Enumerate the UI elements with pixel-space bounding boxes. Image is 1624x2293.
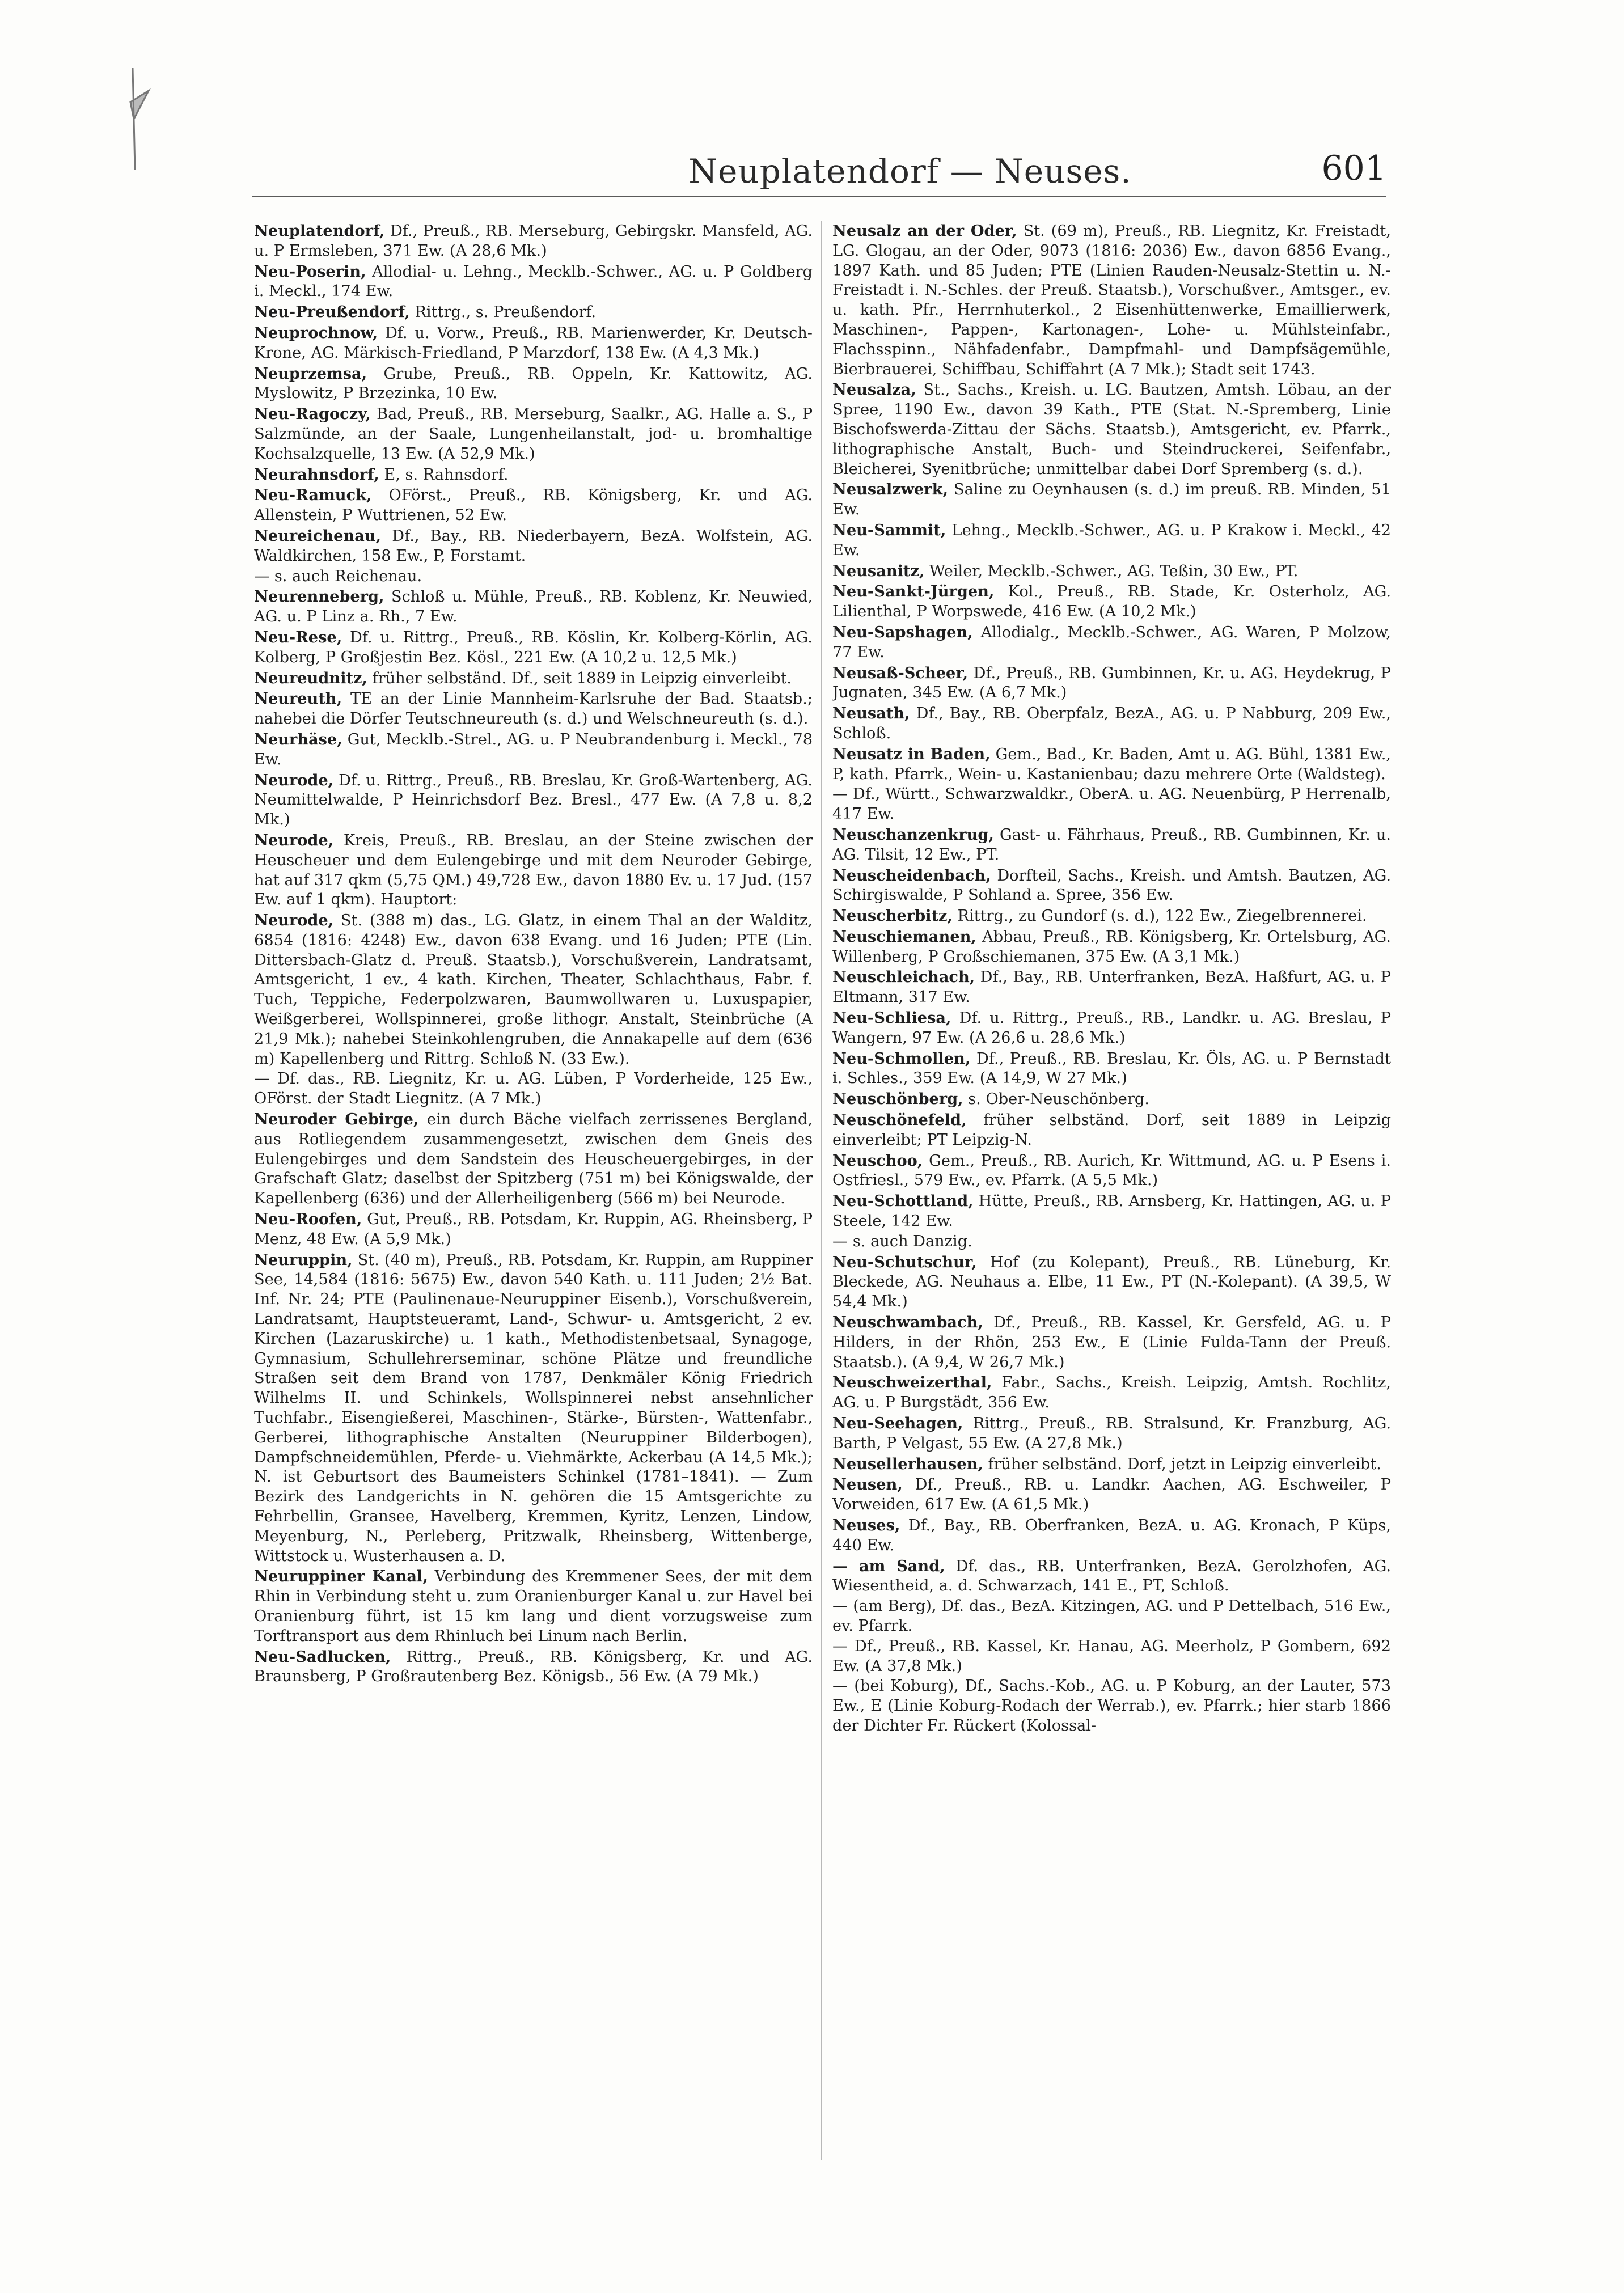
entry-headword: Neuschwambach,	[832, 1313, 983, 1332]
dictionary-entry	[832, 704, 1391, 744]
dictionary-entry	[254, 587, 813, 627]
entry-text: Gut, Mecklb.-Strel., AG. u. P Neubrandenburg i. Meckl., 78 Ew.	[254, 730, 813, 768]
dictionary-entry	[832, 380, 1391, 479]
dictionary-entry	[254, 628, 813, 668]
dictionary-entry	[254, 1209, 813, 1250]
dictionary-entry	[832, 1049, 1391, 1089]
entry-text: — (am Berg), Df. das., BezA. Kitzingen, AG. und P Dettelbach, 516 Ew., ev. Pfarrk.	[832, 1597, 1391, 1635]
entry-headword: Neusatz in Baden,	[832, 744, 991, 763]
entry-headword: Neurode,	[254, 771, 334, 789]
entry-text: — (bei Koburg), Df., Sachs.-Kob., AG. u. P Koburg, an der Lauter, 573 Ew., E (Linie Koburg-Rodach der Werrab.), ev. Pfarrk.; hier starb 1866 der Dichter Fr. Rückert (Kolossal-	[832, 1677, 1391, 1734]
entry-headword: Neu-Sankt-Jürgen,	[832, 582, 995, 601]
dictionary-entry	[832, 744, 1391, 785]
entry-headword: Neusellerhausen,	[832, 1454, 983, 1473]
entry-text: Fabr., Sachs., Kreish. Leipzig, Amtsh. Rochlitz, AG. u. P Burgstädt, 356 Ew.	[832, 1374, 1391, 1412]
dictionary-entry	[254, 1110, 813, 1209]
dictionary-entry	[832, 1191, 1391, 1232]
entry-headword: Neu-Sapshagen,	[832, 623, 973, 641]
dictionary-entry	[254, 302, 813, 323]
entry-headword: Neurode,	[254, 911, 334, 930]
entry-headword: Neuses,	[832, 1516, 900, 1534]
dictionary-entry	[832, 521, 1391, 561]
dictionary-entry	[832, 1008, 1391, 1048]
entry-text: Gem., Preuß., RB. Aurich, Kr. Wittmund, AG. u. P Esens i. Ostfriesl., 579 Ew., ev. Pfarrk. (A 5,5 Mk.)	[832, 1152, 1391, 1190]
entry-headword: Neuruppin,	[254, 1250, 353, 1269]
entry-headword: Neuprochnow,	[254, 323, 378, 342]
dictionary-entry	[832, 480, 1391, 520]
entry-headword: Neu-Sadlucken,	[254, 1647, 391, 1666]
entry-text: Grube, Preuß., RB. Oppeln, Kr. Kattowitz, AG. Myslowitz, P Brzezinka, 10 Ew.	[254, 365, 813, 403]
dictionary-entry	[254, 1647, 813, 1687]
dictionary-entry	[254, 465, 813, 485]
entry-headword: Neu-Ragoczy,	[254, 405, 371, 424]
entry-text: Gut, Preuß., RB. Potsdam, Kr. Ruppin, AG. Rheinsberg, P Menz, 48 Ew. (A 5,9 Mk.)	[254, 1211, 813, 1248]
dictionary-entry	[832, 1516, 1391, 1556]
entry-headword: Neu-Seehagen,	[832, 1414, 963, 1433]
entry-headword: Neuruppiner Kanal,	[254, 1567, 428, 1586]
entry-headword: Neurhäse,	[254, 730, 342, 748]
dictionary-entry	[832, 1677, 1391, 1736]
entry-headword: Neuschiemanen,	[832, 927, 976, 946]
dictionary-entry	[832, 967, 1391, 1008]
dictionary-entry	[832, 1597, 1391, 1636]
entry-text: St. (40 m), Preuß., RB. Potsdam, Kr. Ruppin, am Ruppiner See, 14,584 (1816: 5675) Ew., davon 540 Kath. u. 111 Juden; 2½ Bat. Inf. Nr. 24; PTE (Paulinenaue-Neuruppiner Eisenb.), Vorschußverein, Landratsamt, Hauptsteueramt, Land-, Schwur- u. Amtsgericht, 2 ev. Kirchen (Lazaruskirche) u. 1 kath., Methodistenbetsaal, Synagoge, Gymnasium, Schullehrerseminar, schöne Plätze und freundliche Straßen seit dem Brand von 1787, Denkmäler König Friedrich Wilhelms II. und Schinkels, Wollspinnerei nebst ansehnlicher Tuchfabr., Eisengießerei, Maschinen-, Stärke-, Bürsten-, Wattenfabr., Gerberei, lithographische Anstalten (Neuruppiner Bilderbogen), Dampfschneidemühlen, Pferde- u. Viehmärkte, Ackerbau (A 14,5 Mk.); N. ist Geburtsort des Baumeisters Schinkel (1781–1841). — Zum Bezirk des Landgerichts in N. gehören die 15 Amtsgerichte zu Fehrbellin, Gransee, Havelberg, Kremmen, Kyritz, Lenzen, Lindow, Meyenburg, N., Perleberg, Pritzwalk, Rheinsberg, Wittenberge, Wittstock u. Wusterhausen a. D.	[254, 1251, 813, 1565]
entry-headword: Neusen,	[832, 1475, 903, 1494]
dictionary-entry	[832, 1151, 1391, 1191]
entry-text: — Df., Preuß., RB. Kassel, Kr. Hanau, AG. Meerholz, P Gombern, 692 Ew. (A 37,8 Mk.)	[832, 1637, 1391, 1675]
dictionary-entry	[254, 771, 813, 830]
entry-headword: Neusaß-Scheer,	[832, 663, 969, 682]
entry-text: Hütte, Preuß., RB. Arnsberg, Kr. Hattingen, AG. u. P Steele, 142 Ew.	[832, 1192, 1391, 1230]
running-header: Neuplatendorf — Neuses.	[688, 152, 1132, 191]
entry-headword: Neusalz an der Oder,	[832, 222, 1017, 240]
dictionary-entry	[832, 1414, 1391, 1454]
entry-text: — Df. das., RB. Liegnitz, Kr. u. AG. Lüben, P Vorderheide, 125 Ew., OFörst. der Stadt Liegnitz. (A 7 Mk.)	[254, 1070, 813, 1108]
dictionary-entry	[254, 567, 813, 587]
entry-headword: Neu-Schliesa,	[832, 1009, 951, 1027]
entry-text: früher selbständ. Dorf, seit 1889 in Leipzig einverleibt; PT Leipzig-N.	[832, 1111, 1391, 1149]
dictionary-entry	[832, 561, 1391, 582]
entry-headword: Neusanitz,	[832, 561, 925, 580]
dictionary-entry	[254, 485, 813, 526]
entry-text: Allodial- u. Lehng., Mecklb.-Schwer., AG. u. P Goldberg i. Meckl., 174 Ew.	[254, 263, 813, 301]
entry-text: s. Ober-Neuschönberg.	[963, 1090, 1149, 1109]
entry-headword: Neuschanzenkrug,	[832, 825, 994, 844]
dictionary-entry	[832, 1110, 1391, 1150]
entry-text: Saline zu Oeynhausen (s. d.) im preuß. RB. Minden, 51 Ew.	[832, 481, 1391, 519]
entry-headword: Neu-Schmollen,	[832, 1049, 971, 1068]
entry-text: St., Sachs., Kreish. u. LG. Bautzen, Amtsh. Löbau, an der Spree, 1190 Ew., davon 39 Kath., PTE (Stat. N.-Spremberg, Linie Bischofswerda-Zittau der Sächs. Staatsb.), Amtsgericht, ev. Pfarrk., lithographische Anstalt, Buch- und Steindruckerei, Seifenfabr., Bleicherei, Syenitbrüche; unmittelbar dabei Dorf Spremberg (s. d.).	[832, 381, 1391, 478]
entry-headword: Neureichenau,	[254, 526, 382, 545]
entry-text: Bad, Preuß., RB. Merseburg, Saalkr., AG. Halle a. S., P Salzmünde, an der Saale, Lungenheilanstalt, jod- u. bromhaltige Kochsalzquelle, 13 Ew. (A 52,9 Mk.)	[254, 405, 813, 463]
entry-headword: Neu-Schutschur,	[832, 1253, 977, 1271]
entry-text: OFörst., Preuß., RB. Königsberg, Kr. und AG. Allenstein, P Wuttrienen, 52 Ew.	[254, 486, 813, 524]
dictionary-entry	[832, 623, 1391, 663]
entry-text: Df. das., RB. Unterfranken, BezA. Gerolzhofen, AG. Wiesentheid, a. d. Schwarzach, 141 E., PT, Schloß.	[832, 1557, 1391, 1595]
entry-text: Schloß u. Mühle, Preuß., RB. Koblenz, Kr. Neuwied, AG. u. P Linz a. Rh., 7 Ew.	[254, 588, 813, 626]
entry-headword: Neu-Schottland,	[832, 1192, 974, 1211]
entry-text: Dorfteil, Sachs., Kreish. und Amtsh. Bautzen, AG. Schirgiswalde, P Sohland a. Spree, 356 Ew.	[832, 866, 1391, 904]
entry-headword: Neurahnsdorf,	[254, 465, 379, 484]
entry-text: Lehng., Mecklb.-Schwer., AG. u. P Krakow i. Meckl., 42 Ew.	[832, 521, 1391, 559]
entry-text: Allodialg., Mecklb.-Schwer., AG. Waren, P Molzow, 77 Ew.	[832, 623, 1391, 661]
entry-text: Df., Bay., RB. Niederbayern, BezA. Wolfstein, AG. Waldkirchen, 158 Ew., P, Forstamt.	[254, 527, 813, 565]
entry-text: Df., Bay., RB. Oberpfalz, BezA., AG. u. P Nabburg, 209 Ew., Schloß.	[832, 705, 1391, 742]
entry-text: Df., Preuß., RB. Gumbinnen, Kr. u. AG. Heydekrug, P Jugnaten, 345 Ew. (A 6,7 Mk.)	[832, 664, 1391, 702]
entry-headword: Neuplatendorf,	[254, 222, 385, 240]
dictionary-entry	[254, 404, 813, 464]
dictionary-entry	[832, 1373, 1391, 1413]
entry-headword: Neu-Rese,	[254, 628, 342, 646]
dictionary-entry	[254, 911, 813, 1069]
entry-headword: — am Sand,	[832, 1556, 945, 1575]
entry-text: Abbau, Preuß., RB. Königsberg, Kr. Ortelsburg, AG. Willenberg, P Großschiemanen, 375 Ew. (A 3,1 Mk.)	[832, 928, 1391, 966]
dictionary-entry	[832, 663, 1391, 704]
dictionary-entry	[254, 1250, 813, 1567]
entry-text: früher selbständ. Dorf, jetzt in Leipzig einverleibt.	[983, 1455, 1381, 1473]
entry-headword: Neuschleichach,	[832, 968, 975, 987]
page-tear-mark	[129, 68, 152, 170]
entry-text: Weiler, Mecklb.-Schwer., AG. Teßin, 30 Ew., PT.	[924, 562, 1299, 580]
entry-text: — Df., Württ., Schwarzwaldkr., OberA. u. AG. Neuenbürg, P Herrenalb, 417 Ew.	[832, 785, 1391, 823]
dictionary-entry	[832, 1253, 1391, 1312]
entry-text: TE an der Linie Mannheim-Karlsruhe der Bad. Staatsb.; nahebei die Dörfer Teutschneureuth (s. d.) und Welschneureuth (s. d.).	[254, 690, 813, 728]
dictionary-entry	[832, 1232, 1391, 1252]
dictionary-entry	[254, 689, 813, 729]
dictionary-entry	[254, 831, 813, 910]
dictionary-entry	[832, 1089, 1391, 1110]
entry-headword: Neuschoo,	[832, 1151, 923, 1170]
dictionary-entry	[832, 1556, 1391, 1597]
dictionary-entry	[832, 825, 1391, 865]
entry-text: Rittrg., Preuß., RB. Königsberg, Kr. und AG. Braunsberg, P Großrautenberg Bez. Königsb., 56 Ew. (A 79 Mk.)	[254, 1648, 813, 1686]
dictionary-entry	[832, 1637, 1391, 1677]
entry-text: Df. u. Vorw., Preuß., RB. Marienwerder, Kr. Deutsch-Krone, AG. Märkisch-Friedland, P Marzdorf, 138 Ew. (A 4,3 Mk.)	[254, 324, 813, 362]
dictionary-entry	[254, 730, 813, 770]
entry-text: St. (388 m) das., LG. Glatz, in einem Thal an der Walditz, 6854 (1816: 4248) Ew., davon 638 Evang. und 16 Juden; PTE (Lin. Dittersbach-Glatz d. Preuß. Staatsb.), Vorschußverein, Landratsamt, Amtsgericht, 1 ev., 4 kath. Kirchen, Theater, Schlachthaus, Fabr. f. Tuch, Teppiche, Federpolzwaren, Baumwollwaren u. Luxuspapier, Weißgerberei, Wollspinnerei, große lithogr. Anstalt, Steinbrüche (A 21,9 Mk.); nahebei Steinkohlengruben, die Annakapelle auf dem (636 m) Kapellenberg und Rittrg. Schloß N. (33 Ew.).	[254, 912, 813, 1068]
entry-text: Df., Preuß., RB. Breslau, Kr. Öls, AG. u. P Bernstadt i. Schles., 359 Ew. (A 14,9, W 27 Mk.)	[832, 1050, 1391, 1088]
entry-text: Df., Preuß., RB. Kassel, Kr. Gersfeld, AG. u. P Hilders, in der Rhön, 253 Ew., E (Linie Fulda-Tann der Preuß. Staatsb.). (A 9,4, W 26,7 Mk.)	[832, 1314, 1391, 1371]
entry-headword: Neurode,	[254, 831, 334, 849]
entry-headword: Neureuth,	[254, 689, 342, 708]
entry-text: Df. u. Rittrg., Preuß., RB. Köslin, Kr. Kolberg-Körlin, AG. Kolberg, P Großjestin Bez. Kösl., 221 Ew. (A 10,2 u. 12,5 Mk.)	[254, 628, 813, 666]
entry-text: Df., Bay., RB. Oberfranken, BezA. u. AG. Kronach, P Küps, 440 Ew.	[832, 1517, 1391, 1554]
entry-text: — s. auch Danzig.	[832, 1232, 972, 1250]
dictionary-entry	[254, 323, 813, 363]
entry-text: — s. auch Reichenau.	[254, 567, 422, 585]
entry-headword: Neuschönefeld,	[832, 1111, 967, 1129]
dictionary-entry	[832, 785, 1391, 824]
entry-headword: Neu-Poserin,	[254, 262, 366, 281]
entry-headword: Neusalza,	[832, 380, 916, 399]
entry-text: St. (69 m), Preuß., RB. Liegnitz, Kr. Freistadt, LG. Glogau, an der Oder, 9073 (1816: 2036) Ew., davon 6856 Evang., 1897 Kath. und 85 Juden; PTE (Linien Rauden-Neusalz-Stettin u. N.-Freistadt i. N.-Schles. der Preuß. Staatsb.), Vorschußver., Amtsger., ev. u. kath. Pfr., Herrnhuterkol., 2 Eisenhüttenwerke, Emaillierwerk, Maschinen-, Pappen-, Kartonagen-, Lohe- u. Mühlsteinfabr., Flachsspinn., Nähfadenfabr., Dampfmahl- und Dampfsägemühle, Bierbrauerei, Schiffbau, Schiffahrt (A 7 Mk.); Stadt seit 1743.	[832, 222, 1391, 378]
dictionary-entry	[254, 221, 813, 261]
entry-text: Kol., Preuß., RB. Stade, Kr. Osterholz, AG. Lilienthal, P Worpswede, 416 Ew. (A 10,2 Mk.)	[832, 583, 1391, 621]
entry-text: Verbindung des Kremmener Sees, der mit dem Rhin in Verbindung steht u. zum Oranienburger Kanal u. zur Havel bei Oranienburg führt, ist 15 km lang und dient vorzugsweise zum Torftransport aus dem Rhinluch bei Linum nach Berlin.	[254, 1568, 813, 1645]
dictionary-entry	[832, 866, 1391, 906]
dictionary-entry	[254, 364, 813, 404]
dictionary-entry	[254, 262, 813, 302]
page-number: 601	[1321, 149, 1386, 188]
entry-text: Gast- u. Fährhaus, Preuß., RB. Gumbinnen, Kr. u. AG. Tilsit, 12 Ew., PT.	[832, 826, 1391, 864]
entry-text: ein durch Bäche vielfach zerrissenes Bergland, aus Rotliegendem zusammengesetzt, zwischen dem Gneis des Eulengebirges und dem Sandstein des Heuscheuergebirges, in der Grafschaft Glatz; daselbst der Spitzberg (751 m) bei Königswalde, der Kapellenberg (636) und der Allerheiligenberg (566 m) bei Neurode.	[254, 1111, 813, 1208]
entry-headword: Neu-Preußendorf,	[254, 303, 410, 321]
entry-text: Rittrg., s. Preußendorf.	[409, 303, 597, 321]
entry-text: Gem., Bad., Kr. Baden, Amt u. AG. Bühl, 1381 Ew., P, kath. Pfarrk., Wein- u. Kastanienbau; dazu mehrere Orte (Waldsteg).	[832, 745, 1391, 783]
dictionary-entry	[254, 526, 813, 566]
column-divider	[821, 221, 822, 2160]
entry-text: E, s. Rahnsdorf.	[379, 466, 509, 484]
dictionary-entry	[254, 1567, 813, 1646]
entry-headword: Neuscherbitz,	[832, 907, 953, 925]
entry-headword: Neuroder Gebirge,	[254, 1110, 419, 1129]
dictionary-entry	[254, 1069, 813, 1109]
entry-text: Df., Bay., RB. Unterfranken, BezA. Haßfurt, AG. u. P Eltmann, 317 Ew.	[832, 968, 1391, 1006]
dictionary-entry	[832, 906, 1391, 926]
entry-headword: Neureudnitz,	[254, 669, 367, 687]
entry-text: Df. u. Rittrg., Preuß., RB. Breslau, Kr. Groß-Wartenberg, AG. Neumittelwalde, P Heinrichsdorf Bez. Bresl., 477 Ew. (A 7,8 u. 8,2 Mk.)	[254, 771, 813, 829]
entry-headword: Neu-Sammit,	[832, 521, 946, 539]
entry-text: Df., Preuß., RB. Merseburg, Gebirgskr. Mansfeld, AG. u. P Ermsleben, 371 Ew. (A 28,6 Mk.)	[254, 222, 813, 260]
entry-headword: Neu-Ramuck,	[254, 486, 372, 505]
entry-text: Df. u. Rittrg., Preuß., RB., Landkr. u. AG. Breslau, P Wangern, 97 Ew. (A 26,6 u. 28,6 Mk.)	[832, 1009, 1391, 1047]
right-column	[832, 221, 1391, 2217]
header-rule	[252, 196, 1386, 197]
entry-text: früher selbständ. Df., seit 1889 in Leipzig einverleibt.	[367, 669, 792, 687]
entry-headword: Neuprzemsa,	[254, 364, 367, 383]
entry-headword: Neusath,	[832, 704, 910, 723]
entry-headword: Neu-Roofen,	[254, 1210, 362, 1229]
entry-headword: Neuschweizerthal,	[832, 1373, 992, 1392]
entry-text: Rittrg., Preuß., RB. Stralsund, Kr. Franzburg, AG. Barth, P Velgast, 55 Ew. (A 27,8 Mk.)	[832, 1415, 1391, 1452]
dictionary-entry	[832, 927, 1391, 967]
entry-text: Rittrg., zu Gundorf (s. d.), 122 Ew., Ziegelbrennerei.	[952, 907, 1367, 925]
dictionary-entry	[832, 1454, 1391, 1475]
dictionary-entry	[832, 1313, 1391, 1372]
entry-headword: Neuscheidenbach,	[832, 866, 991, 885]
left-column	[254, 221, 813, 2217]
dictionary-entry	[832, 221, 1391, 379]
entry-text: Hof (zu Kolepant), Preuß., RB. Lüneburg, Kr. Bleckede, AG. Neuhaus a. Elbe, 11 Ew., PT (N.-Kolepant). (A 39,5, W 54,4 Mk.)	[832, 1253, 1391, 1311]
entry-text: Df., Preuß., RB. u. Landkr. Aachen, AG. Eschweiler, P Vorweiden, 617 Ew. (A 61,5 Mk.)	[832, 1476, 1391, 1514]
entry-headword: Neuschönberg,	[832, 1090, 963, 1109]
entry-headword: Neurenneberg,	[254, 587, 384, 606]
dictionary-entry	[254, 669, 813, 689]
dictionary-entry	[832, 1475, 1391, 1515]
entry-headword: Neusalzwerk,	[832, 480, 948, 499]
dictionary-entry	[832, 582, 1391, 622]
entry-text: Kreis, Preuß., RB. Breslau, an der Steine zwischen der Heuscheuer und dem Eulengebirge und mit dem Neuroder Gebirge, hat auf 317 qkm (5,75 QM.) 49,728 Ew., davon 1880 Ev. u. 17 Jud. (157 Ew. auf 1 qkm). Hauptort:	[254, 831, 813, 909]
